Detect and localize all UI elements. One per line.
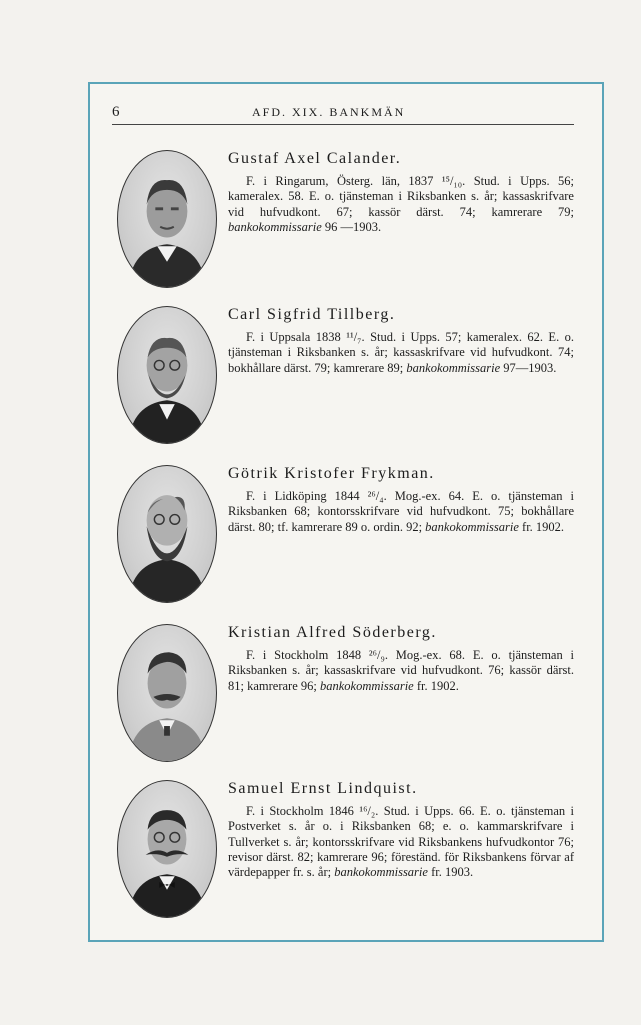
portrait-photo	[117, 306, 217, 444]
biography-text-block	[228, 150, 574, 235]
person-name: Götrik Kristofer Frykman.	[228, 465, 435, 482]
man-portrait-icon	[118, 625, 216, 761]
person-name: Kristian Alfred Söderberg.	[228, 624, 437, 641]
biography-text-block	[228, 780, 574, 880]
man-portrait-icon	[118, 466, 216, 602]
page-header	[112, 104, 574, 125]
biography-text-block	[228, 624, 574, 694]
biography-text: F. i Lidköping 1844 ²⁶/₄. Mog.-ex. 64. E. o. tjänsteman i Riksbanken 68; kontorsskrifvare vid hufvudkont. 75; bokhållare därst. 80; tf. kamrerare 89 o. ordin. 92; bankokommissarie fr. 1902.	[228, 489, 574, 534]
biography-text-block	[228, 306, 574, 376]
biography-text-block	[228, 465, 574, 535]
man-portrait-icon	[118, 781, 216, 917]
biography-text: F. i Stockholm 1846 ¹⁶/₂. Stud. i Upps. 66. E. o. tjänsteman i Postverket s. år o. i Riksbanken 68; e. o. kammarskrifvare i Tullverket s. år; kontorsskrifvare vid Riksbankens hufvudkontor 76; revisor därst. 82; kamrerare 96; föreständ. för Riksbankens förvar af värdepapper fr. s. år; bankokommissarie fr. 1903.	[228, 804, 574, 880]
page-number: 6	[112, 104, 120, 120]
portrait-photo	[117, 150, 217, 288]
man-portrait-icon	[118, 307, 216, 443]
portrait-photo	[117, 465, 217, 603]
person-name: Gustaf Axel Calander.	[228, 150, 402, 167]
person-name: Samuel Ernst Lindquist.	[228, 780, 418, 797]
portrait-photo	[117, 780, 217, 918]
biography-text: F. i Ringarum, Österg. län, 1837 ¹⁵/₁₀. Stud. i Upps. 56; kameralex. 58. E. o. tjänsteman i Riksbanken s. år; kassaskrifvare vid hufvudkont. 67; kassör därst. 74; kamrerare 79; bankokommissarie 96 —1903.	[228, 174, 574, 234]
person-name: Carl Sigfrid Tillberg.	[228, 306, 396, 323]
man-portrait-icon	[118, 151, 216, 287]
running-head: AFD. XIX. BANKMÄN	[252, 105, 406, 119]
biography-text: F. i Stockholm 1848 ²⁶/₉. Mog.-ex. 68. E. o. tjänsteman i Riksbanken s. år; kassaskrifvare vid hufvudkont. 76; kassör därst. 81; kamrerare 96; bankokommissarie fr. 1902.	[228, 648, 574, 693]
biography-text: F. i Uppsala 1838 ¹¹/₇. Stud. i Upps. 57; kameralex. 62. E. o. tjänsteman i Riksbanken s. år; kassaskrifvare vid hufvudkont. 74; bokhållare därst. 79; kamrerare 89; bankokommissarie 97—1903.	[228, 330, 574, 375]
portrait-photo	[117, 624, 217, 762]
